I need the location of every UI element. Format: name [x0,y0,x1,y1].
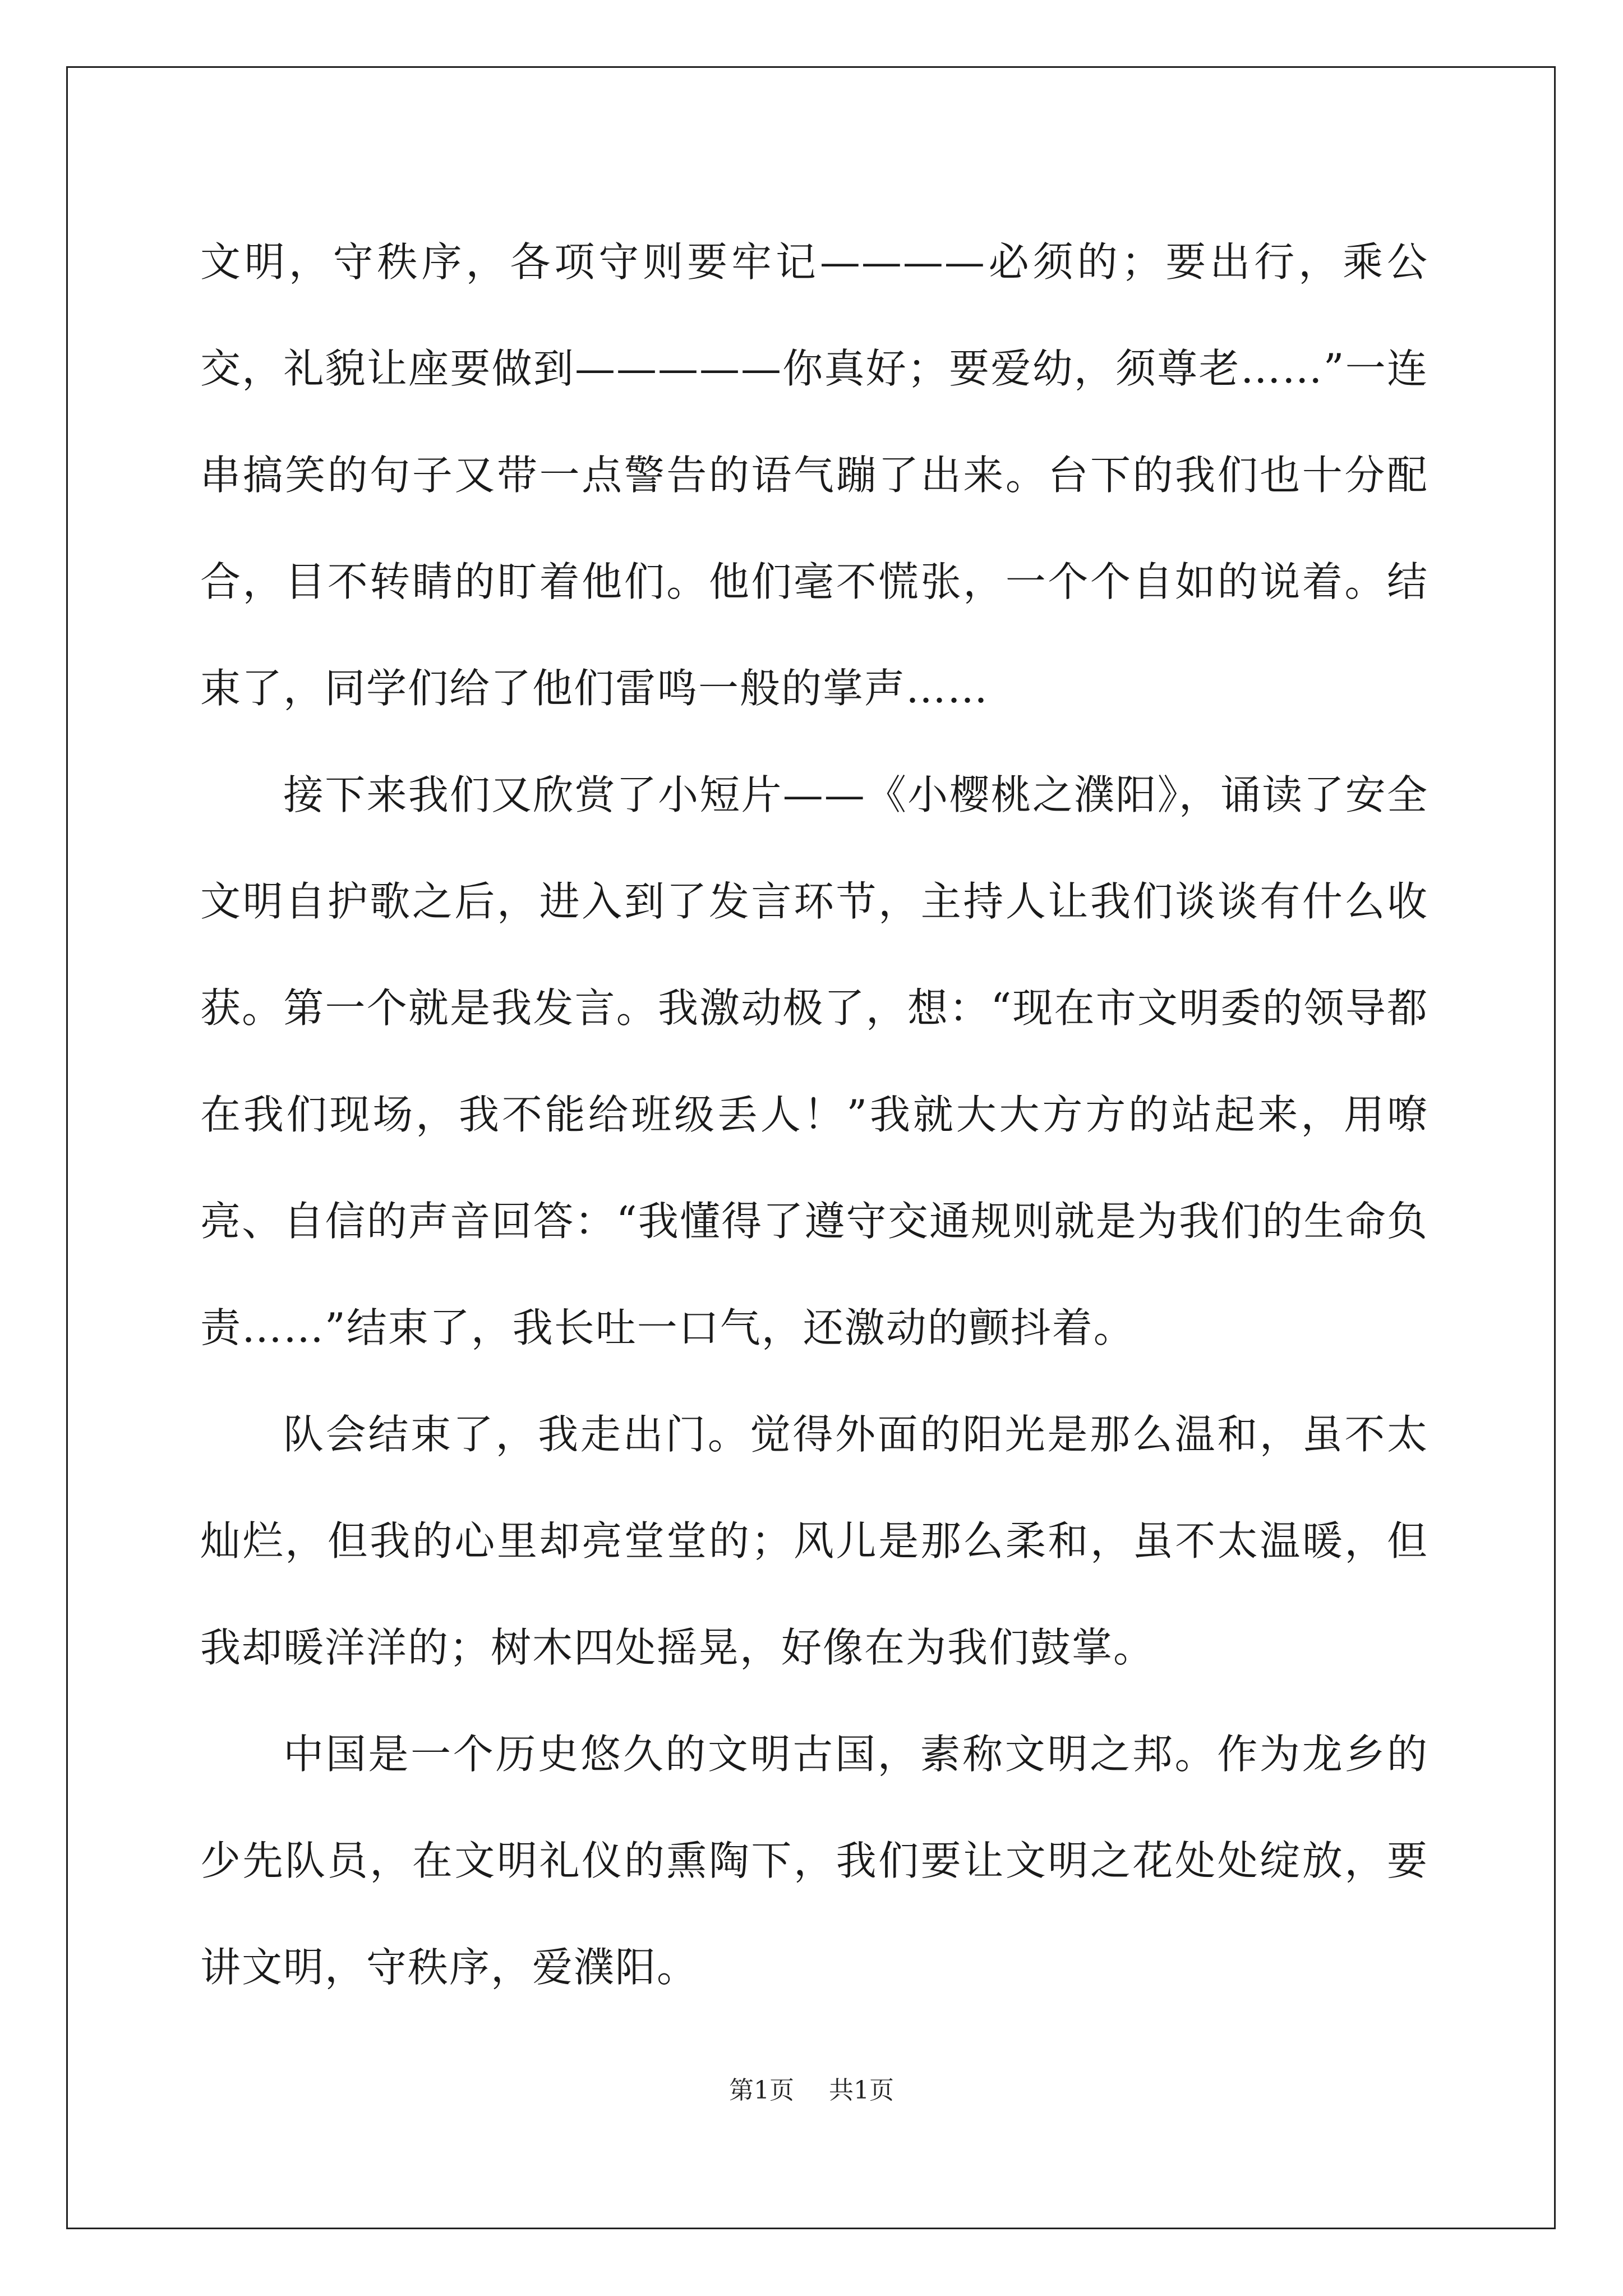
page-footer [0,2070,1623,2106]
page-total: 共1页 [829,2076,894,2105]
paragraph-3: 队会结束了，我走出门。觉得外面的阳光是那么温和，虽不太灿烂，但我的心里却亮堂堂的；风儿是那么柔和，虽不太温暖，但我却暖洋洋的；树木四处摇晃，好像在为我们鼓掌。 [200,1411,1428,1671]
paragraph-4: 中国是一个历史悠久的文明古国，素称文明之邦。作为龙乡的少先队员，在文明礼仪的熏陶下，我们要让文明之花处处绽放，要讲文明，守秩序，爱濮阳。 [200,1731,1428,1991]
document-body [200,209,1428,2021]
page-number: 第1页 [729,2076,794,2105]
paragraph-2: 接下来我们又欣赏了小短片——《小樱桃之濮阳》，诵读了安全文明自护歌之后，进入到了发言环节，主持人让我们谈谈有什么收获。第一个就是我发言。我激动极了，想：“现在市文明委的领导都在我们现场，我不能给班级丢人！”我就大大方方的站起来，用嘹亮、自信的声音回答：“我懂得了遵守交通规则就是为我们的生命负责……”结束了，我长吐一口气，还激动的颤抖着。 [200,771,1428,1351]
paragraph-1: 文明，守秩序，各项守则要牢记————必须的；要出行，乘公交，礼貌让座要做到—————你真好；要爱幼，须尊老……”一连串搞笑的句子又带一点警告的语气蹦了出来。台下的我们也十分配合，目不转睛的盯着他们。他们毫不慌张，一个个自如的说着。结束了，同学们给了他们雷鸣一般的掌声…… [200,238,1428,712]
